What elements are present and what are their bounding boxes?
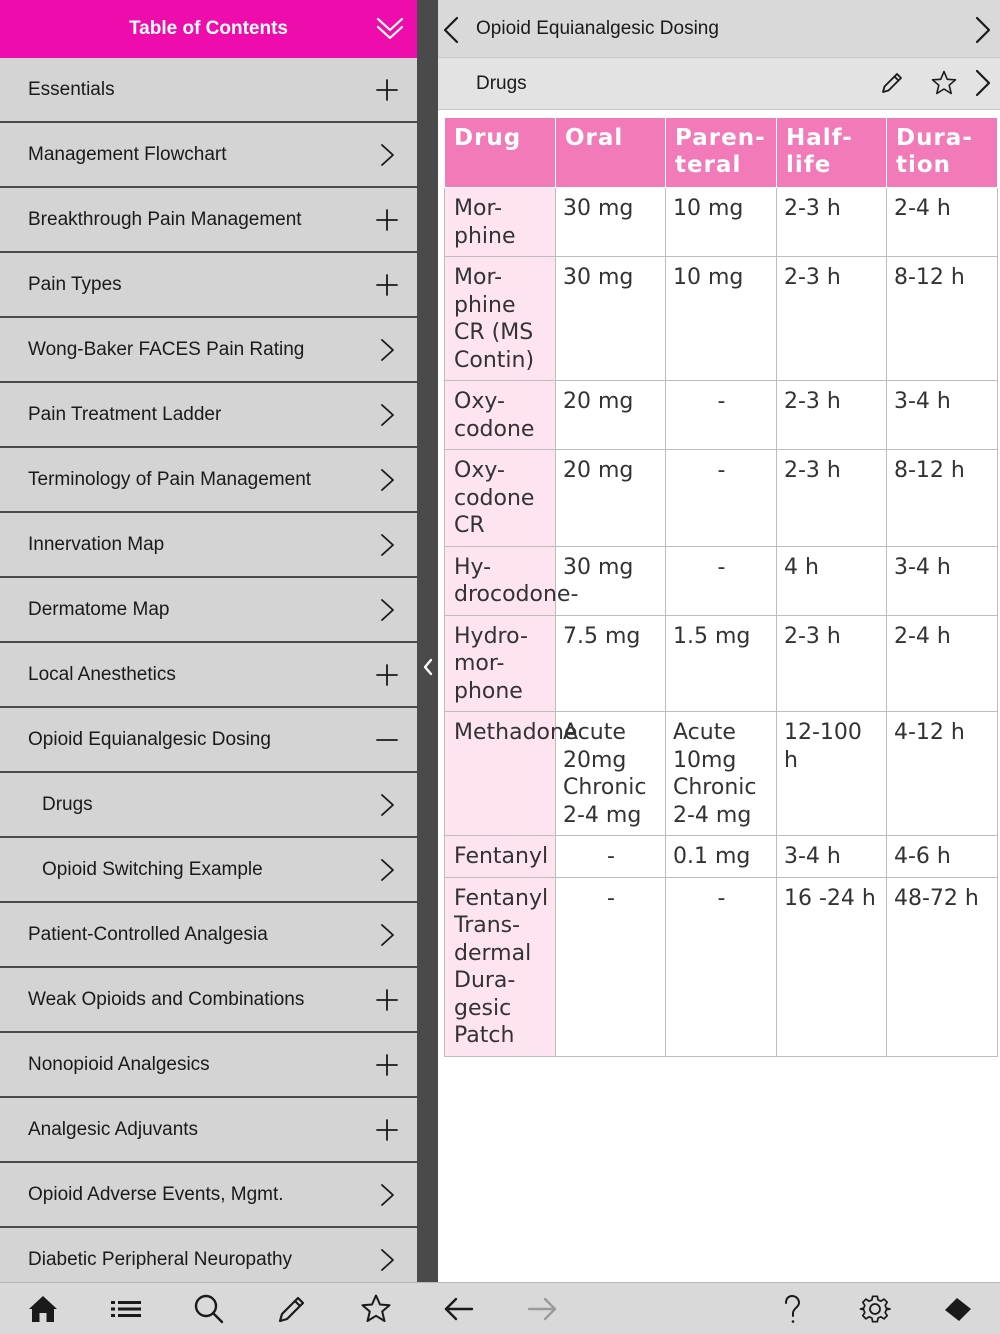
cell-parenteral: 1.5 mg [666, 615, 777, 712]
column-header-duration: Dura-tion [887, 118, 998, 188]
plus-icon[interactable] [373, 76, 401, 104]
toc-item-label: Diabetic Peripheral Neuropathy [28, 1248, 293, 1270]
toc-item-label: Terminology of Pain Management [28, 468, 312, 490]
toc-title: Table of Contents [128, 18, 289, 39]
table-row [445, 257, 998, 381]
toc-item[interactable] [0, 513, 417, 578]
chevron-right-icon[interactable] [373, 856, 401, 884]
chevron-right-icon[interactable] [373, 596, 401, 624]
table-header-row [445, 118, 998, 188]
toc-item[interactable] [0, 448, 417, 513]
nav-bar [438, 0, 1000, 58]
table-of-contents-sidebar [0, 0, 417, 1282]
toc-item[interactable] [0, 383, 417, 448]
cell-half-life: 2-3 h [777, 450, 887, 547]
section-title: Drugs [476, 73, 527, 94]
star-icon[interactable] [930, 69, 958, 97]
minus-icon[interactable] [373, 726, 401, 754]
chevron-right-icon[interactable] [373, 141, 401, 169]
toc-item[interactable] [0, 1033, 417, 1098]
toc-item[interactable] [0, 253, 417, 318]
toc-item[interactable] [0, 578, 417, 643]
toc-item-label: Essentials [28, 78, 115, 100]
chevron-right-icon[interactable] [373, 1246, 401, 1274]
column-header-parenteral: Paren-teral [666, 118, 777, 188]
column-header-oral: Oral [556, 118, 666, 188]
table-row [445, 836, 998, 878]
cell-parenteral: - [666, 450, 777, 547]
toc-header [0, 0, 417, 58]
table-row [445, 615, 998, 712]
cell-oral: 7.5 mg [556, 615, 666, 712]
cell-half-life: 2-3 h [777, 381, 887, 450]
chevron-right-icon[interactable] [373, 1181, 401, 1209]
toc-item-label: Nonopioid Analgesics [28, 1053, 210, 1075]
cell-parenteral: - [666, 877, 777, 1056]
cell-oral: - [556, 877, 666, 1056]
toc-item-label: Opioid Equianalgesic Dosing [28, 728, 271, 750]
cell-duration: 3-4 h [887, 381, 998, 450]
chevron-right-icon[interactable] [373, 466, 401, 494]
cell-duration: 4-6 h [887, 836, 998, 878]
toc-item[interactable] [0, 968, 417, 1033]
arrow-right-icon[interactable] [525, 1292, 559, 1326]
toc-item-label: Innervation Map [28, 533, 165, 555]
cell-duration: 2-4 h [887, 615, 998, 712]
toc-item-label: Dermatome Map [28, 598, 170, 620]
toc-item-label: Patient-Controlled Analgesia [28, 923, 268, 945]
plus-icon[interactable] [373, 1116, 401, 1144]
toc-item[interactable] [0, 1163, 417, 1228]
toc-item[interactable] [0, 58, 417, 123]
cell-half-life: 3-4 h [777, 836, 887, 878]
table-row [445, 381, 998, 450]
cell-half-life: 2-3 h [777, 188, 887, 257]
toc-item[interactable] [0, 838, 417, 903]
cell-parenteral: - [666, 546, 777, 615]
cell-duration: 8-12 h [887, 257, 998, 381]
toc-item[interactable] [0, 1098, 417, 1163]
table-row [445, 450, 998, 547]
toc-item[interactable] [0, 188, 417, 253]
plus-icon[interactable] [373, 986, 401, 1014]
table-row [445, 188, 998, 257]
cell-half-life: 4 h [777, 546, 887, 615]
collapse-sidebar-icon[interactable] [419, 656, 436, 678]
toc-item-label: Opioid Adverse Events, Mgmt. [28, 1183, 284, 1205]
cell-parenteral: 10 mg [666, 257, 777, 381]
column-header-half-life: Half-life [777, 118, 887, 188]
help-icon[interactable] [775, 1292, 809, 1326]
toc-item-label: Management Flowchart [28, 143, 227, 165]
table-row [445, 546, 998, 615]
cell-drug: Fentanyl Trans-dermal Dura-gesic Patch [445, 877, 556, 1056]
toc-item-label: Pain Treatment Ladder [28, 403, 222, 425]
toc-item-label: Weak Opioids and Combinations [28, 988, 305, 1010]
toc-item-label: Local Anesthetics [28, 663, 176, 685]
toc-item-label: Breakthrough Pain Management [28, 208, 302, 230]
plus-icon[interactable] [373, 271, 401, 299]
page-title: Opioid Equianalgesic Dosing [476, 18, 719, 39]
cell-oral: 20 mg [556, 450, 666, 547]
cell-oral: 30 mg [556, 188, 666, 257]
bottom-toolbar [0, 1282, 1000, 1334]
chevron-left-icon[interactable] [440, 15, 462, 45]
list-icon[interactable] [109, 1292, 143, 1326]
plus-icon[interactable] [373, 1051, 401, 1079]
split-divider[interactable] [417, 0, 438, 1282]
cell-drug: Mor-phine [445, 188, 556, 257]
eraser-icon[interactable] [941, 1292, 975, 1326]
cell-drug: Oxy-codone CR [445, 450, 556, 547]
content-pane [438, 0, 1000, 1282]
toc-item[interactable] [0, 643, 417, 708]
toc-item[interactable] [0, 123, 417, 188]
cell-parenteral: 10 mg [666, 188, 777, 257]
pencil-icon[interactable] [879, 70, 905, 96]
toc-item-label: Analgesic Adjuvants [28, 1118, 199, 1140]
table-row [445, 877, 998, 1056]
toc-item-label: Opioid Switching Example [42, 858, 263, 880]
cell-oral: Acute 20mg Chronic 2-4 mg [556, 712, 666, 836]
toc-list [0, 58, 417, 1282]
toc-item[interactable] [0, 708, 417, 773]
table-row [445, 712, 998, 836]
cell-drug: Oxy-codone [445, 381, 556, 450]
cell-parenteral: Acute 10mg Chronic 2-4 mg [666, 712, 777, 836]
cell-parenteral: - [666, 381, 777, 450]
chevron-right-icon[interactable] [373, 336, 401, 364]
pencil-icon[interactable] [275, 1292, 309, 1326]
home-icon[interactable] [26, 1292, 60, 1326]
chevron-right-icon[interactable] [373, 531, 401, 559]
toc-item-label: Drugs [42, 793, 93, 815]
cell-drug: Mor-phine CR (MS Contin) [445, 257, 556, 381]
cell-duration: 3-4 h [887, 546, 998, 615]
gear-icon[interactable] [858, 1292, 892, 1326]
dosing-table [444, 117, 998, 1057]
column-header-drug: Drug [445, 118, 556, 188]
cell-duration: 4-12 h [887, 712, 998, 836]
collapse-toc-icon[interactable] [375, 14, 405, 44]
star-icon[interactable] [359, 1292, 393, 1326]
chevron-right-icon[interactable] [972, 68, 994, 98]
cell-duration: 8-12 h [887, 450, 998, 547]
cell-half-life: 12-100 h [777, 712, 887, 836]
plus-icon[interactable] [373, 206, 401, 234]
cell-duration: 2-4 h [887, 188, 998, 257]
toc-item[interactable] [0, 1228, 417, 1282]
cell-oral: - [556, 836, 666, 878]
search-icon[interactable] [192, 1292, 226, 1326]
cell-parenteral: 0.1 mg [666, 836, 777, 878]
toc-item-label: Pain Types [28, 273, 122, 295]
toc-item-label: Wong-Baker FACES Pain Rating [28, 338, 305, 360]
cell-drug: Hy-drocodone- [445, 546, 556, 615]
cell-drug: Fentanyl [445, 836, 556, 878]
toc-item[interactable] [0, 318, 417, 383]
dosing-table-container [444, 117, 997, 1057]
arrow-left-icon[interactable] [442, 1292, 476, 1326]
cell-oral: 30 mg [556, 546, 666, 615]
toc-item[interactable] [0, 903, 417, 968]
cell-half-life: 2-3 h [777, 257, 887, 381]
chevron-right-icon[interactable] [972, 15, 994, 45]
chevron-right-icon[interactable] [373, 791, 401, 819]
chevron-right-icon[interactable] [373, 401, 401, 429]
chevron-right-icon[interactable] [373, 921, 401, 949]
sub-bar [438, 58, 1000, 110]
cell-half-life: 16 -24 h [777, 877, 887, 1056]
cell-drug: Hydro-mor-phone [445, 615, 556, 712]
cell-drug: Methadone [445, 712, 556, 836]
toc-item[interactable] [0, 773, 417, 838]
cell-half-life: 2-3 h [777, 615, 887, 712]
cell-oral: 30 mg [556, 257, 666, 381]
cell-duration: 48-72 h [887, 877, 998, 1056]
cell-oral: 20 mg [556, 381, 666, 450]
plus-icon[interactable] [373, 661, 401, 689]
